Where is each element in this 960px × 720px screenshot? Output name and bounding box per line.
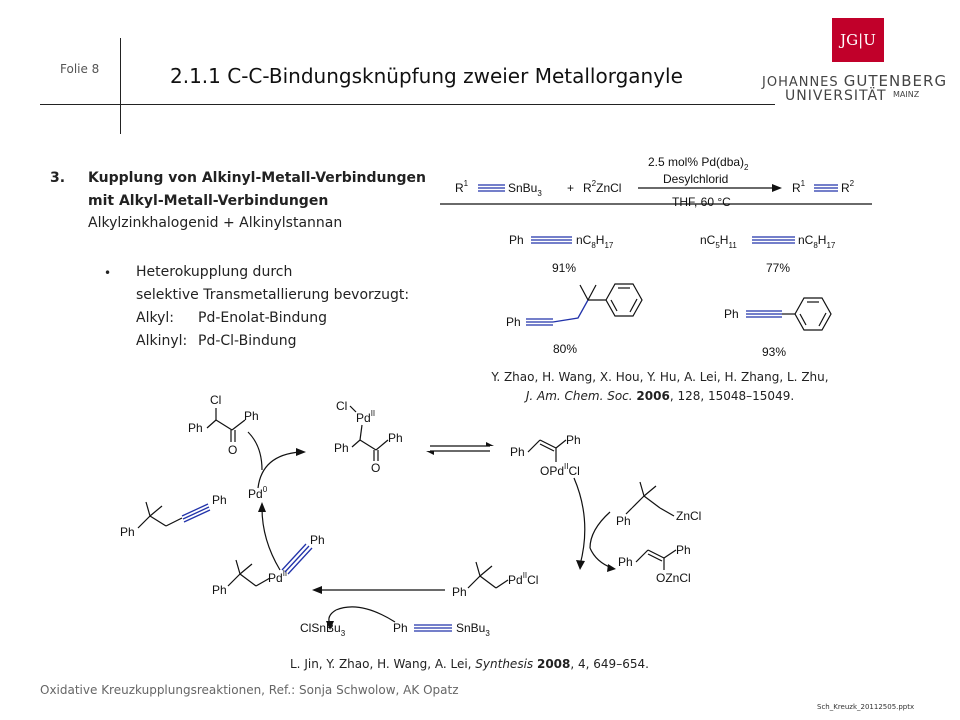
bullet-alkyl-line: Alkyl: Pd-Enolat-Bindung <box>136 310 328 326</box>
svg-text:PdIICl: $Pd^{II}Cl$ <box>508 571 539 587</box>
svg-text:O: O <box>371 461 381 475</box>
university-logo: JG|U <box>832 18 884 62</box>
bullet-alkinyl-line: Alkinyl: Pd-Cl-Bindung <box>136 333 297 349</box>
svg-text:Ph: Ph <box>676 543 691 557</box>
slide-number: Folie 8 <box>60 62 100 76</box>
svg-text:Ph: Ph <box>616 514 631 528</box>
svg-text:O: O <box>228 443 238 457</box>
conditions-label: THF, 60 °C <box>672 195 731 209</box>
svg-text:Ph: Ph <box>510 445 525 459</box>
product-r1: $R^1$ <box>792 179 806 195</box>
reference-2: L. Jin, Y. Zhao, H. Wang, A. Lei, Synthesis 2008, 4, 649–654. <box>290 657 649 671</box>
svg-text:Ph: Ph <box>310 533 325 547</box>
svg-text:Ph: Ph <box>334 441 349 455</box>
svg-text:Ph: Ph <box>393 621 408 635</box>
svg-text:PdII: $Pd^{II}$ <box>268 569 288 585</box>
logo-text-mainz: MAINZ <box>893 90 920 99</box>
section-heading-line2: mit Alkyl-Metall-Verbindungen <box>88 193 329 209</box>
reference-1-citation: J. Am. Chem. Soc. 2006, 128, 15048–15049. <box>525 389 795 403</box>
section-heading-line1: Kupplung von Alkinyl-Metall-Verbindungen <box>88 170 426 186</box>
svg-text:OPdIICl: OPd$^{II}$Cl <box>540 462 580 478</box>
svg-text:nC5H11: $nC_5H_{11}$ <box>700 233 737 250</box>
svg-text:Ph: Ph <box>724 307 739 321</box>
svg-text:nC8H17: $nC_8H_{17}$ <box>576 233 614 250</box>
svg-text:Ph: Ph <box>618 555 633 569</box>
svg-text:Ph: Ph <box>212 583 227 597</box>
svg-text:SnBu3: SnBu$_3$ <box>456 621 490 638</box>
bullet-text-line2: selektive Transmetallierung bevorzugt: <box>136 287 410 303</box>
svg-text:Cl: Cl <box>336 399 348 413</box>
reference-1-authors: Y. Zhao, H. Wang, X. Hou, Y. Hu, A. Lei, H. Zhang, L. Zhu, <box>491 370 829 384</box>
svg-text:ClSnBu3: ClSnBu$_3$ <box>300 621 346 638</box>
footer-text: Oxidative Kreuzkupplungsreaktionen, Ref.: Sonja Schwolow, AK Opatz <box>40 683 459 697</box>
section-subheading: Alkylzinkhalogenid + Alkinylstannan <box>88 215 343 231</box>
yield-3: 80% <box>553 342 578 356</box>
yield-4: 93% <box>762 345 787 359</box>
logo-text-line2: UNIVERSITÄT <box>785 88 887 104</box>
plus-sign: + <box>567 181 575 195</box>
page-title: 2.1.1 C-C-Bindungsknüpfung zweier Metallorganyle <box>170 64 683 88</box>
svg-text:nC8H17: $nC_8H_{17}$ <box>798 233 836 250</box>
svg-text:Ph: Ph <box>244 409 259 423</box>
reference-1 <box>480 368 840 406</box>
product-1 <box>509 233 614 275</box>
svg-text:Ph: Ph <box>188 421 203 435</box>
svg-text:Cl: Cl <box>210 393 222 407</box>
reagent1: $R^1$ <box>455 179 469 195</box>
svg-text:OZnCl: OZnCl <box>656 571 691 585</box>
product-4 <box>724 298 831 359</box>
catalyst-label: 2.5 mol% $Pd(dba)_2$ <box>648 155 749 172</box>
svg-text:Ph: Ph <box>506 315 521 329</box>
svg-text:ZnCl: ZnCl <box>676 509 702 523</box>
svg-text:PdII: $Pd^{II}$ <box>356 409 376 425</box>
reaction-scheme <box>440 155 872 209</box>
svg-text:Ph: Ph <box>566 433 581 447</box>
additive-label: Desylchlorid <box>663 172 729 186</box>
reagent1-snbu: SnBu$_3$ <box>508 181 542 198</box>
svg-text:Ph: Ph <box>212 493 227 507</box>
product-r2: $R^2$ <box>841 179 855 195</box>
svg-text:Pd0: Pd$^0$ <box>248 485 268 501</box>
yield-2: 77% <box>766 261 791 275</box>
logo-text-line1: JOHANNES GUTENBERG <box>762 72 948 90</box>
product-2 <box>700 233 836 275</box>
bullet-text-line1: Heterokupplung durch <box>136 264 293 280</box>
svg-text:Ph: Ph <box>120 525 135 539</box>
product-3 <box>506 284 642 356</box>
svg-text:Ph: Ph <box>388 431 403 445</box>
svg-text:Ph: Ph <box>509 233 524 247</box>
catalytic-cycle <box>120 393 701 638</box>
bullet-marker: • <box>104 266 112 280</box>
yield-1: 91% <box>552 261 577 275</box>
svg-text:Ph: Ph <box>452 585 467 599</box>
list-number: 3. <box>50 170 66 186</box>
file-reference: Sch_Kreuzk_20112505.pptx <box>817 703 915 711</box>
reagent2: $R^2ZnCl$ <box>583 179 622 195</box>
